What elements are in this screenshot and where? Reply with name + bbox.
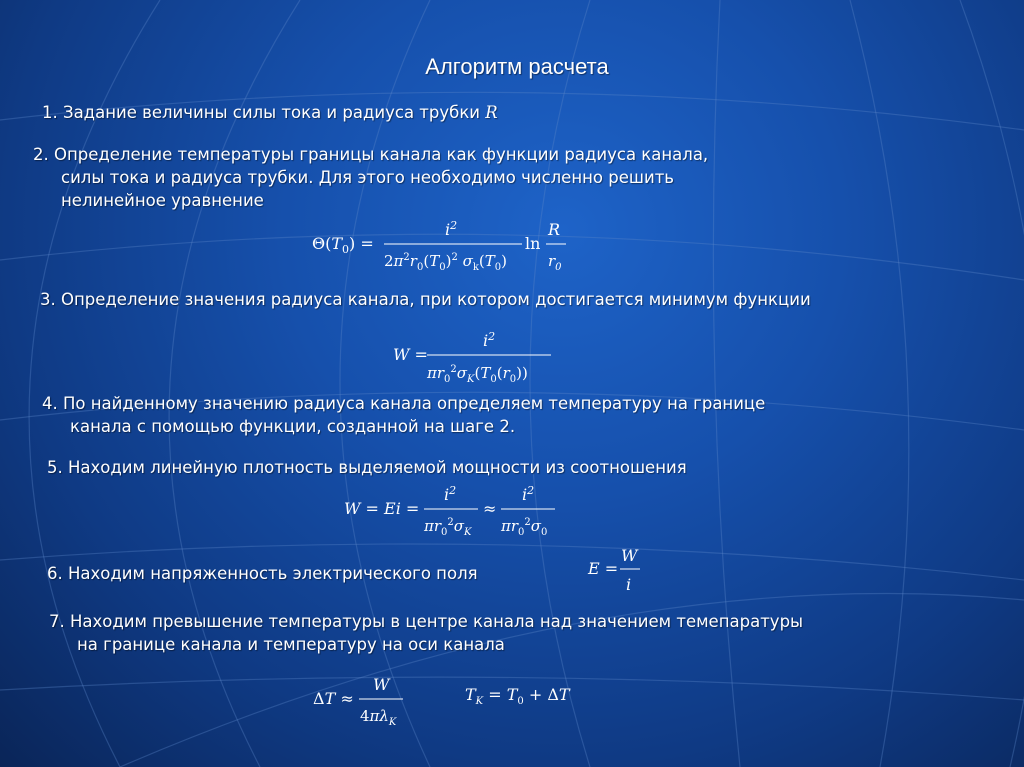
step-3: 3. Определение значения радиуса канала, при котором достигается минимум функции [40, 290, 811, 309]
svg-text:W: W [373, 675, 390, 694]
step-2-line-2: силы тока и радиуса трубки. Для этого необходимо численно решить [61, 168, 675, 187]
svg-text:ΔT ≈: ΔT ≈ [313, 689, 354, 708]
svg-text:r0: $r_0$ [548, 252, 562, 273]
svg-text:πr02σK(T0(r0)): $\pi r_0^2\sigma_K(T_0(r_0))$ [427, 364, 528, 385]
svg-text:R: R [548, 220, 561, 239]
step-1-symbol: R [485, 103, 498, 122]
formula-theta [312, 218, 572, 276]
formula-tk [465, 680, 575, 710]
svg-text:i: i [626, 575, 632, 594]
svg-text:W =: W = [393, 345, 428, 364]
formula-w-min [393, 328, 563, 390]
svg-text:πr02σK: $\pi r_0^2\sigma_K$ [424, 517, 472, 538]
step-2 [33, 143, 708, 212]
step-4-line-2: канала с помощью функции, созданной на шаге 2. [70, 417, 516, 436]
step-6: 6. Находим напряженность электрического поля [47, 564, 478, 583]
step-1 [42, 101, 498, 124]
svg-text:i2: $i^2$ [445, 219, 458, 239]
svg-text:4πλK: $4\pi\lambda_K$ [360, 707, 397, 728]
svg-text:≈: ≈ [483, 499, 497, 518]
step-2-line-3: нелинейное уравнение [61, 191, 264, 210]
svg-text:πr02σ0: $\pi r_0^2\sigma_0$ [501, 517, 548, 538]
svg-text:2π2r0(T0)2 σk(T0): $2\pi^2r_0(T_0)^2$ $\sigma_k(T_0)$ [384, 252, 508, 273]
svg-text:W = Ei =: W = Ei = [344, 499, 420, 518]
svg-text:TK = T0 + ΔT: $T_K = T_0 + \Delta T$ [465, 685, 570, 707]
svg-text:i2: $i^2$ [444, 484, 457, 504]
svg-text:i2: $i^2$ [522, 484, 535, 504]
step-4-line-1: 4. По найденному значению радиуса канала определяем температуру на границе [42, 394, 766, 413]
formula-e [588, 547, 648, 597]
formula-w-power [344, 486, 574, 542]
svg-text:W: W [621, 546, 638, 565]
step-2-line-1: 2. Определение температуры границы канала как функции радиуса канала, [33, 145, 709, 164]
step-5: 5. Находим линейную плотность выделяемой мощности из соотношения [47, 458, 687, 477]
slide-title: Алгоритм расчета [425, 54, 609, 79]
svg-text:i2: $i^2$ [483, 330, 496, 350]
svg-text:ln: ln [525, 234, 541, 253]
step-1-text: 1. Задание величины силы тока и радиуса трубки [42, 103, 481, 122]
step-7 [49, 610, 803, 656]
step-7-line-1: 7. Находим превышение температуры в центре канала над значением темепаратуры [49, 612, 804, 631]
step-7-line-2: на границе канала и температуру на оси канала [77, 635, 505, 654]
svg-text:E =: E = [588, 559, 619, 578]
svg-text:Θ(T0) =: $\Theta(T_0)$ = [312, 234, 374, 256]
step-4 [42, 392, 765, 438]
formula-delta-t [313, 676, 413, 732]
